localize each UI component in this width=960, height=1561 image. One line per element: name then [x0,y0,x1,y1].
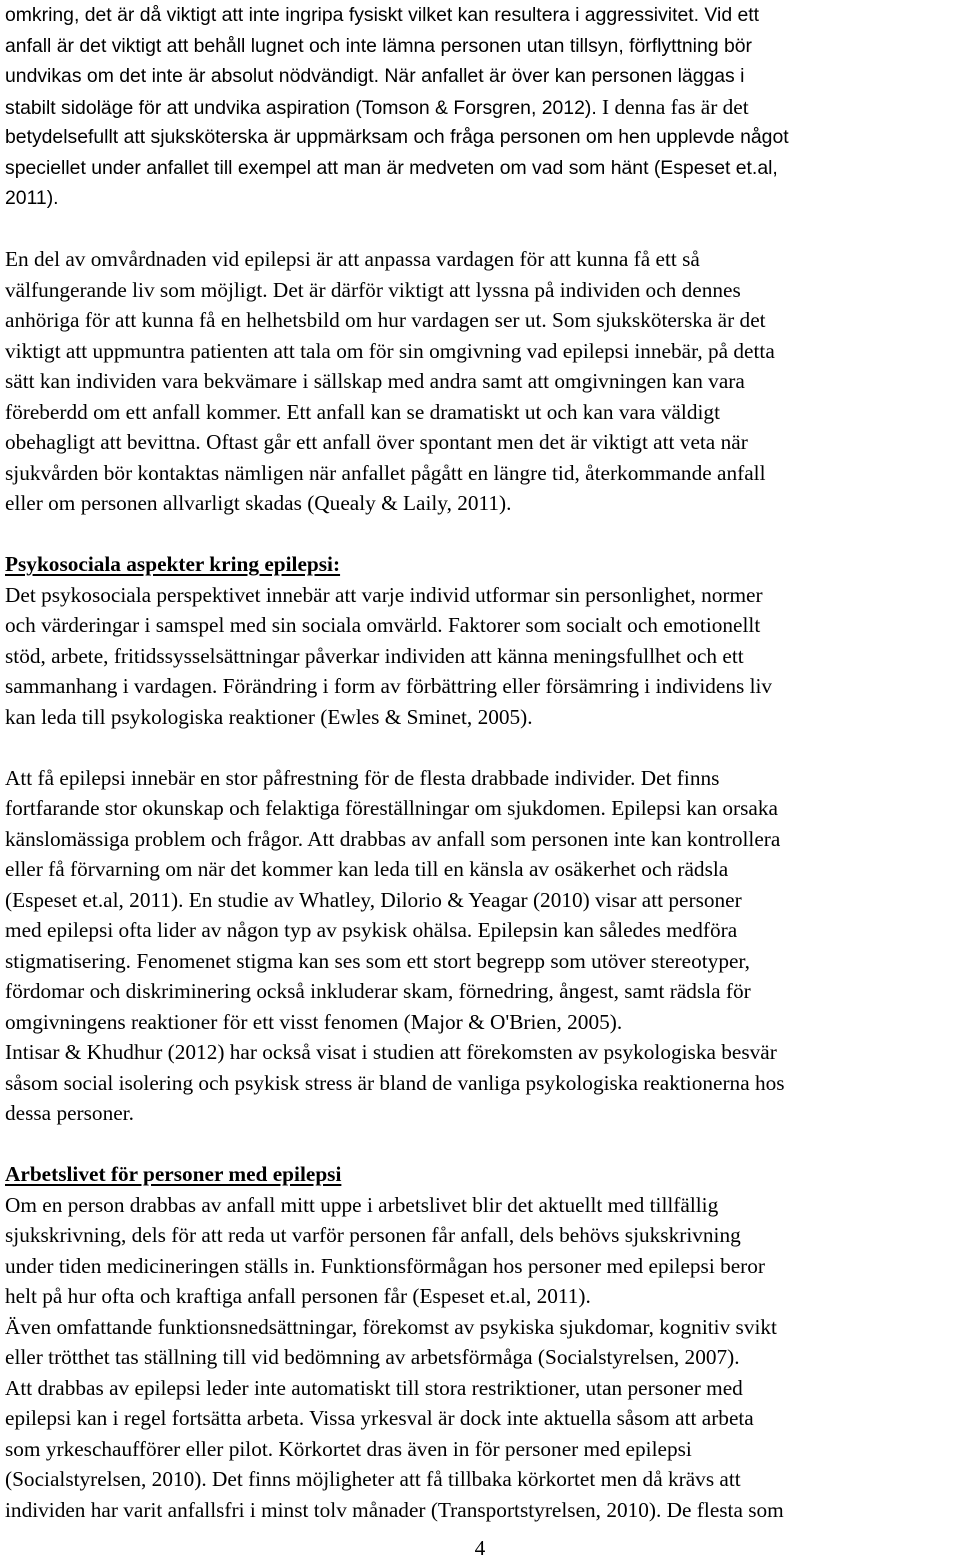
text-line: eller om personen allvarligt skadas (Quealy & Laily, 2011). [5,491,512,515]
text-line: 2011). [5,187,59,209]
text-line: sammanhang i vardagen. Förändring i form av förbättring eller försämring i individens liv [5,674,773,698]
text-line: eller få förvarning om när det kommer kan leda till en känsla av osäkerhet och rädsla [5,857,729,881]
text-line: Det psykosociala perspektivet innebär att varje individ utformar sin personlighet, normer [5,582,763,607]
text-line: med epilepsi ofta lider av någon typ av psykisk ohälsa. Epilepsin kan således medföra [5,918,738,942]
paragraph-stigma [5,763,957,1129]
text-line: fördomar och diskriminering också inkluderar skam, förnedring, ångest, samt rädsla för [5,979,751,1003]
section-psychosocial [5,549,957,732]
section-heading: Arbetslivet för personer med epilepsi [5,1162,342,1186]
text-line: (Socialstyrelsen, 2010). Det finns möjligheter att få tillbaka körkortet men då krävs att [5,1467,741,1491]
text-line: obehagligt att bevittna. Oftast går ett anfall över spontant men det är viktigt att veta när [5,430,748,454]
text-line: undvikas om det inte är absolut nödvändigt. När anfallet är över kan personen läggas i [5,65,745,87]
paragraph-daily-life [5,244,957,519]
text-line: Om en person drabbas av anfall mitt uppe i arbetslivet blir det aktuellt med tillfällig [5,1192,719,1217]
paragraph-seizure-care [5,0,957,214]
text-line: kan leda till psykologiska reaktioner (Ewles & Sminet, 2005). [5,704,533,729]
paragraph-gap [5,1129,957,1160]
text-line: föreberdd om ett anfall kommer. Ett anfall kan se dramatiskt ut och kan vara väldigt [5,399,720,424]
document-page [5,0,957,1525]
text-line: (Espeset et.al, 2011). En studie av Whatley, Dilorio & Yeagar (2010) visar att personer [5,887,742,912]
text-line: Att få epilepsi innebär en stor påfrestning för de flesta drabbade individer. Det finns [5,765,720,790]
text-line: eller trötthet tas ställning till vid bedömning av arbetsförmåga (Socialstyrelsen, 2007). [5,1345,740,1369]
paragraph-gap [5,214,957,245]
text-line: under tiden medicineringen ställs in. Funktionsförmågan hos personer med epilepsi beror [5,1253,766,1278]
text-line: sjukvården bör kontaktas nämligen när anfallet pågått en längre tid, återkommande anfall [5,460,766,485]
text-line: och värderingar i samspel med sin sociala omvärld. Faktorer som socialt och emotionellt [5,613,761,637]
text-line: känslomässiga problem och frågor. Att drabbas av anfall som personen inte kan kontrollera [5,826,781,851]
text-line: såsom social isolering och psykisk stress är bland de vanliga psykologiska reaktionerna hos [5,1070,785,1095]
text-line: dessa personer. [5,1101,134,1125]
text-line: välfungerande liv som möjligt. Det är därför viktigt att lyssna på individen och dennes [5,277,741,302]
text-line: individen har varit anfallsfri i minst tolv månader (Transportstyrelsen, 2010). De flesta som [5,1497,784,1522]
text-line: Intisar & Khudhur (2012) har också visat i studien att förekomsten av psykologiska besvär [5,1040,777,1064]
text-line: omgivningens reaktioner för ett visst fenomen (Major & O'Brien, 2005). [5,1009,623,1034]
text-line: anhöriga för att kunna få en helhetsbild om hur vardagen ser ut. Som sjuksköterska är det [5,308,766,332]
text-line: Att drabbas av epilepsi leder inte automatiskt till stora restriktioner, utan personer med [5,1375,743,1400]
text-line: som yrkeschaufförer eller pilot. Körkortet dras även in för personer med epilepsi [5,1436,692,1461]
section-working-life [5,1159,957,1525]
text-line: sjukskrivning, dels för att reda ut varför personen får anfall, dels behövs sjukskrivning [5,1223,741,1247]
text-line: helt på hur ofta och kraftiga anfall personen får (Espeset et.al, 2011). [5,1284,591,1308]
section-heading: Psykosociala aspekter kring epilepsi: [5,552,341,576]
text-line: speciellet under anfallet till exempel att man är medveten om vad som hänt (Espeset et.al, [5,156,778,179]
text-line: epilepsi kan i regel fortsätta arbeta. Vissa yrkesval är dock inte aktuella såsom att arbeta [5,1406,754,1430]
text-line: stigmatisering. Fenomenet stigma kan ses som ett stort begrepp som utöver stereotyper, [5,948,750,973]
text-line: anfall är det viktigt att behåll lugnet och inte lämna personen utan tillsyn, förflyttning bör [5,34,752,57]
paragraph-gap [5,732,957,763]
text-line: stöd, arbete, fritidssysselsättningar påverkar individen att känna meningsfullhet och ett [5,643,744,668]
text-line: Även omfattande funktionsnedsättningar, förekomst av psykiska sjukdomar, kognitiv svikt [5,1314,777,1339]
page-number: 4 [474,1536,486,1560]
text-line: viktigt att uppmuntra patienten att tala om för sin omgivning vad epilepsi innebär, på detta [5,338,775,363]
text-line: betydelsefullt att sjuksköterska är uppmärksam och fråga personen om hen upplevde något [5,126,789,148]
text-line: fortfarande stor okunskap och felaktiga föreställningar om sjukdomen. Epilepsi kan orsaka [5,796,778,820]
text-line: sätt kan individen vara bekvämare i sällskap med andra samt att omgivningen kan vara [5,369,745,393]
paragraph-gap [5,519,957,550]
text-line: omkring, det är då viktigt att inte ingripa fysiskt vilket kan resultera i aggressivitet. Vid ett [5,4,760,26]
text-line: En del av omvårdnaden vid epilepsi är att anpassa vardagen för att kunna få ett så [5,247,700,271]
text-line: stabilt sidoläge för att undvika aspiration (Tomson & Forsgren, 2012). I denna fas är det [5,94,749,119]
